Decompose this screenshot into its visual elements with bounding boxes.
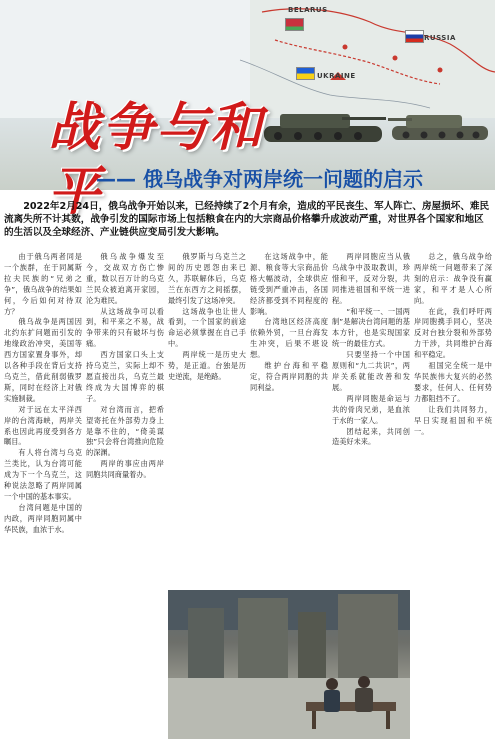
body-paragraph: 在这场战争中，能源、粮食等大宗商品价格大幅波动，全球供应链受到严重冲击，各国经济都受到不同程度的影响。: [250, 252, 328, 316]
body-paragraph: 俄乌战争是两国因北约东扩问题而引发的地缘政治冲突，美国等西方国家置身事外，却以各种手段在背后支持乌克兰，借此削弱俄罗斯，同时在经济上对俄实施制裁。: [4, 317, 82, 403]
body-paragraph: 俄乌战争爆发至今，交战双方伤亡惨重，数以百万计的乌克兰民众被迫离开家园，沦为难民。: [86, 252, 164, 305]
headline-title: 战争与和平: [48, 98, 265, 222]
body-paragraph: 祖国完全统一是中华民族伟大复兴的必然要求，任何人、任何势力都阻挡不了。: [414, 361, 492, 403]
map-label-russia: RUSSIA: [424, 34, 456, 42]
body-column-1: [4, 252, 82, 739]
tank-illustration-right: [388, 96, 493, 150]
body-paragraph: 俄罗斯与乌克兰之间的历史恩怨由来已久，苏联解体后，乌克兰在东西方之间摇摆，最终引发了这场冲突。: [168, 252, 246, 305]
map-label-belarus: BELARUS: [288, 6, 328, 14]
body-paragraph: 从这场战争可以看到，和平来之不易，战争带来的只有破坏与伤痛。: [86, 306, 164, 349]
body-paragraph: 这场战争也让世人看到，一个国家的前途命运必须掌握在自己手中。: [168, 306, 246, 349]
refugees-photo: [168, 590, 410, 739]
map-label-ukraine: UKRAINE: [317, 72, 356, 80]
body-paragraph: 只要坚持一个中国原则和“九二共识”，两岸关系就能改善和发展。: [332, 350, 410, 392]
headline-subtitle: —— 俄乌战争对两岸统一问题的启示: [96, 167, 423, 191]
body-paragraph: 台湾问题是中国的内政，两岸同胞同属中华民族，血浓于水。: [4, 502, 82, 534]
body-paragraph: 有人将台湾与乌克兰类比，认为台湾可能成为下一个乌克兰，这种说法忽略了两岸同属一个中国的基本事实。: [4, 448, 82, 501]
body-paragraph: 总之，俄乌战争给两岸统一问题带来了深刻的启示：战争没有赢家，和平才是人心所向。: [414, 252, 492, 305]
body-paragraph: 两岸同胞应当从俄乌战争中汲取教训，珍惜和平，反对分裂，共同推进祖国和平统一进程。: [332, 252, 410, 305]
body-paragraph: 在此，我们呼吁两岸同胞携手同心，坚决反对台独分裂和外部势力干涉，共同维护台海和平稳定。: [414, 306, 492, 360]
body-column-6: [414, 252, 492, 739]
body-paragraph: 对台湾而言，把希望寄托在外部势力身上是靠不住的，“倚美谋独”只会将台湾推向危险的深渊。: [86, 404, 164, 458]
body-column-4: [250, 252, 328, 587]
body-paragraph: 两岸同胞是命运与共的骨肉兄弟，是血浓于水的一家人。: [332, 393, 410, 425]
body-paragraph: 西方国家口头上支持乌克兰，实际上却不愿直接出兵，乌克兰最终成为大国博弈的棋子。: [86, 350, 164, 403]
russia-flag-icon: [405, 30, 424, 43]
body-paragraph: 对于远在太平洋西岸的台湾海峡，两岸关系也因此再度受到各方瞩目。: [4, 404, 82, 447]
refugees-photo-graphic: [168, 590, 410, 739]
body-paragraph: 让我们共同努力，早日实现祖国和平统一。: [414, 404, 492, 436]
body-paragraph: 维护台海和平稳定，符合两岸同胞的共同利益。: [250, 361, 328, 392]
ukraine-flag-icon: [296, 67, 315, 80]
body-paragraph: “和平统一、一国两制”是解决台湾问题的基本方针，也是实现国家统一的最佳方式。: [332, 306, 410, 349]
lead-paragraph: 2022年2月24日，俄乌战争开始以来，已经持续了2个月有余，造成的平民丧生、军人阵亡、房屋损坏、难民流离失所不计其数，战争引发的国际市场上包括粮食在内的大宗商品价格攀升成波动严重，对世界各个国家和地区的生活以及全球经济、产业链供应变局引发大影响。: [4, 201, 490, 238]
body-paragraph: 两岸统一是历史大势，是正道。台独是历史逆流，是绝路。: [168, 350, 246, 381]
body-paragraph: 由于俄乌两者同是一个族群，在于同属斯拉夫民族的“兄弟之争”，俄乌战争的结果如何，今后如何对待双方？: [4, 252, 82, 316]
body-paragraph: 团结起来，共同创造美好未来。: [332, 426, 410, 447]
belarus-flag-icon: [285, 18, 304, 31]
body-column-2: [86, 252, 164, 739]
body-paragraph: 台湾地区经济高度依赖外贸，一旦台海发生冲突，后果不堪设想。: [250, 317, 328, 360]
body-paragraph: 两岸的事应由两岸同胞共同商量着办。: [86, 459, 164, 480]
body-column-3: [168, 252, 246, 587]
